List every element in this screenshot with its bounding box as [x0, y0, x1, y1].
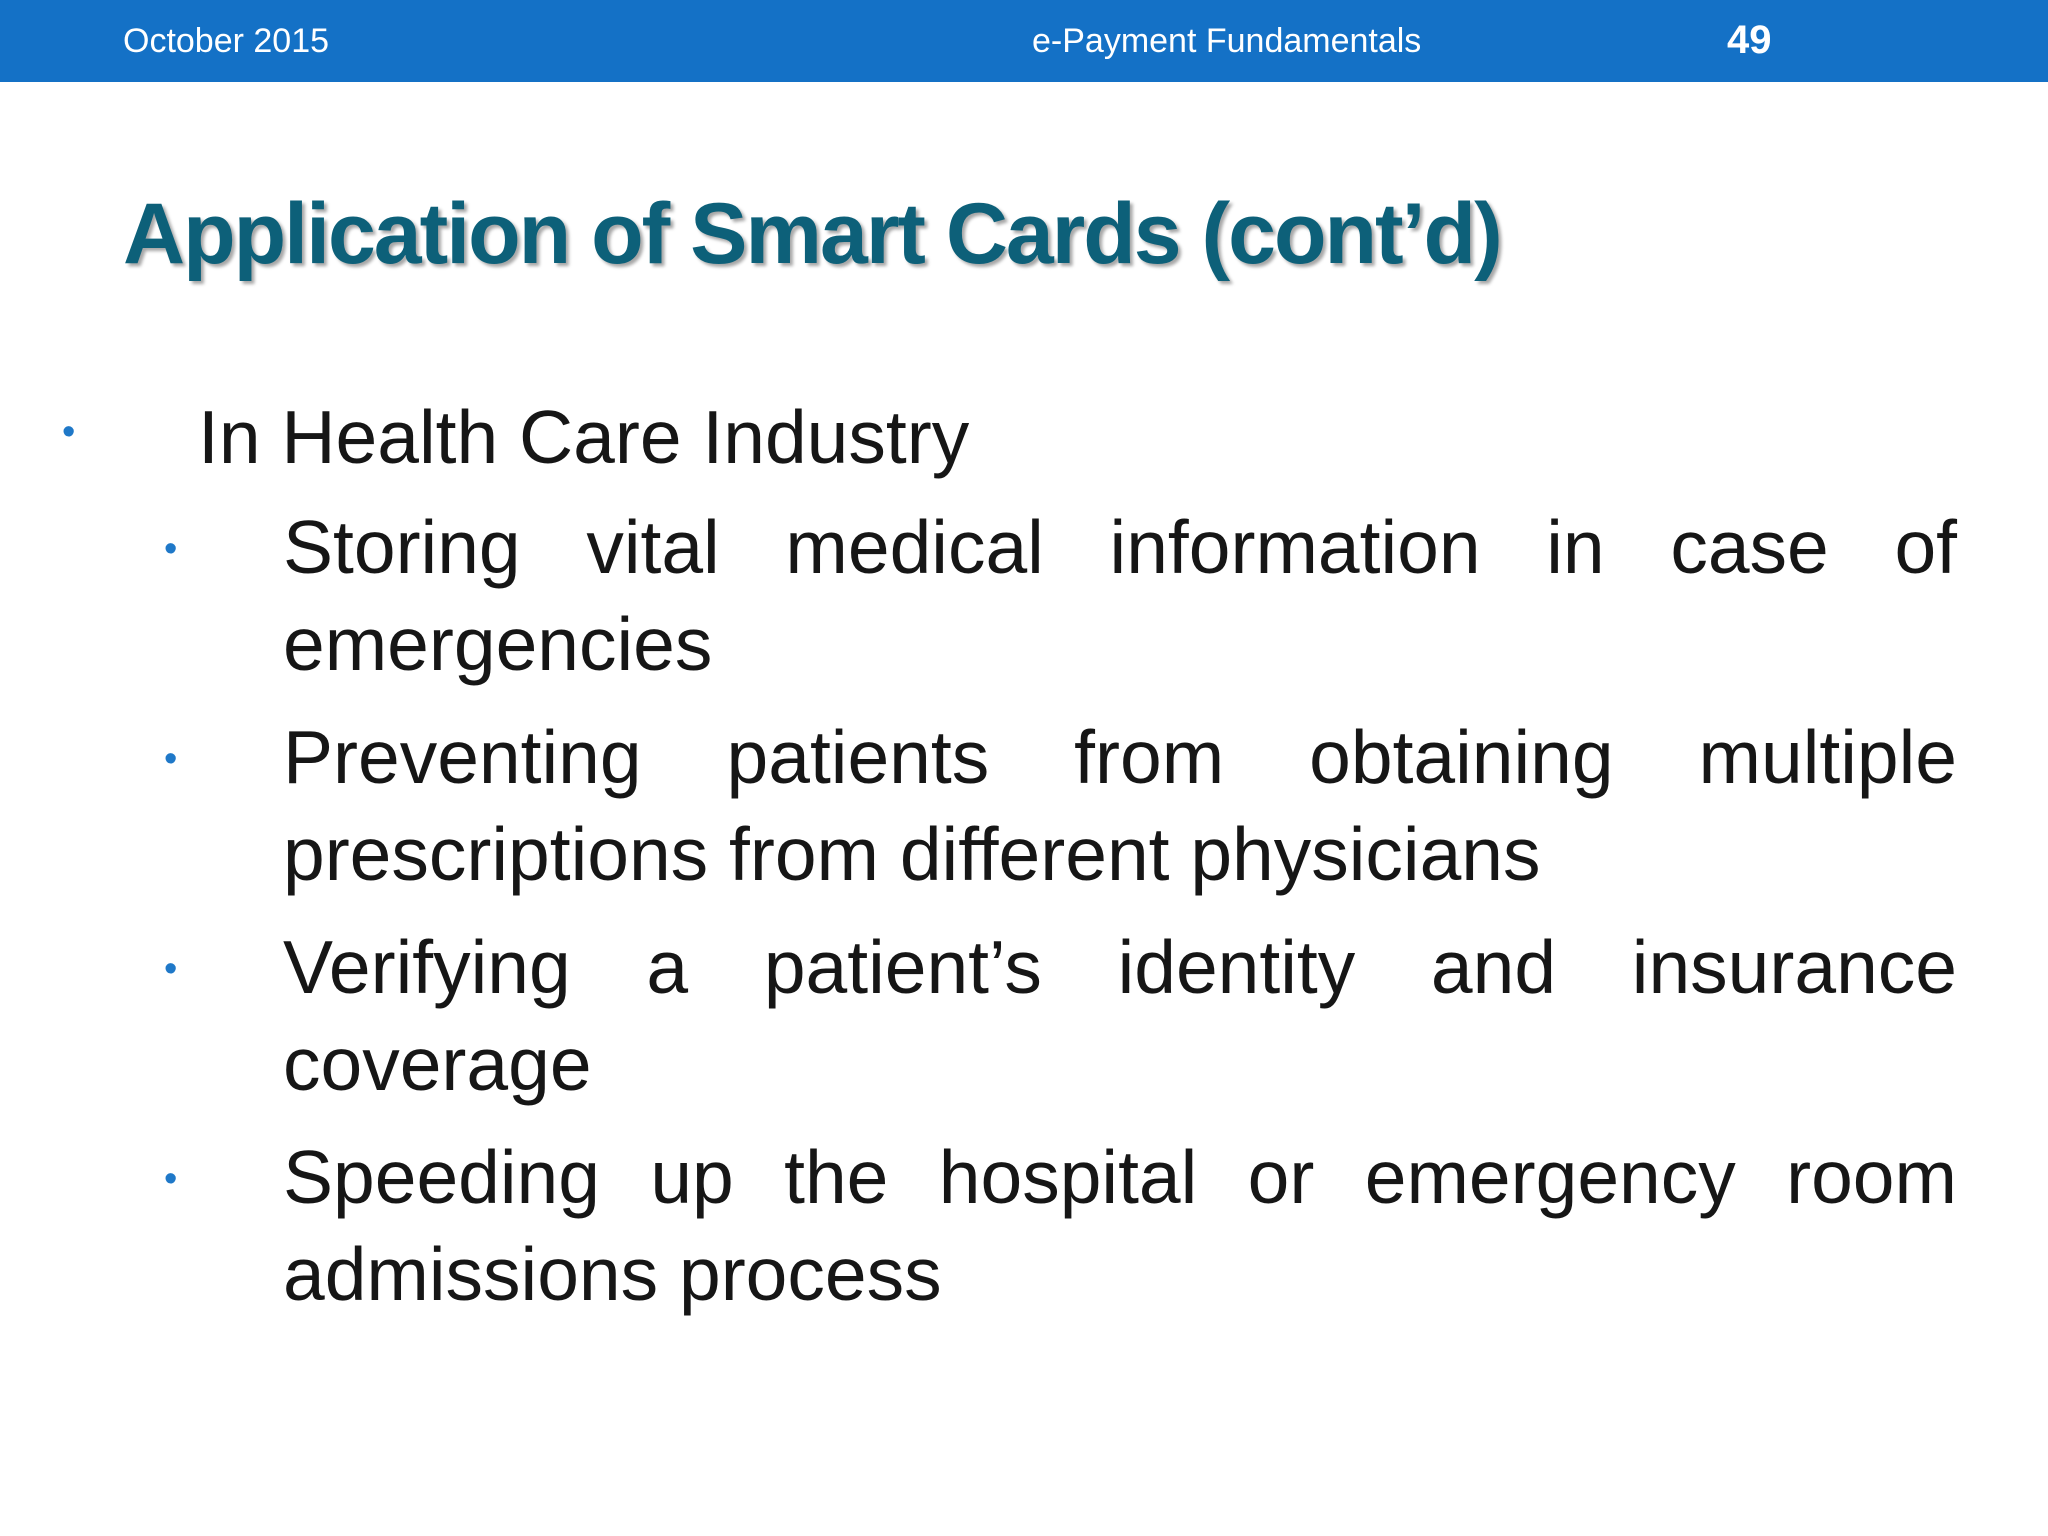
bullet-icon: • [164, 738, 178, 780]
bullet-icon: • [164, 1158, 178, 1200]
sub-bullet-text: Preventing patients from obtaining multiple prescriptions from different physicians [283, 715, 1957, 896]
header-date: October 2015 [123, 22, 330, 60]
sub-bullet-text: Speeding up the hospital or emergency room admissions process [283, 1135, 1957, 1316]
main-bullet-text: In Health Care Industry [198, 395, 970, 479]
bullet-icon: • [62, 411, 76, 453]
bullet-icon: • [164, 948, 178, 990]
bullet-icon: • [164, 528, 178, 570]
sub-bullet-text: Storing vital medical information in case of emergencies [283, 505, 1957, 686]
slide-title: Application of Smart Cards (cont’d) [123, 186, 1501, 282]
header-page-number: 49 [1727, 18, 1772, 62]
header-course-title: e-Payment Fundamentals [1032, 22, 1422, 60]
sub-bullet-text: Verifying a patient’s identity and insurance coverage [283, 925, 1957, 1106]
slide-header-bar [0, 0, 2048, 82]
